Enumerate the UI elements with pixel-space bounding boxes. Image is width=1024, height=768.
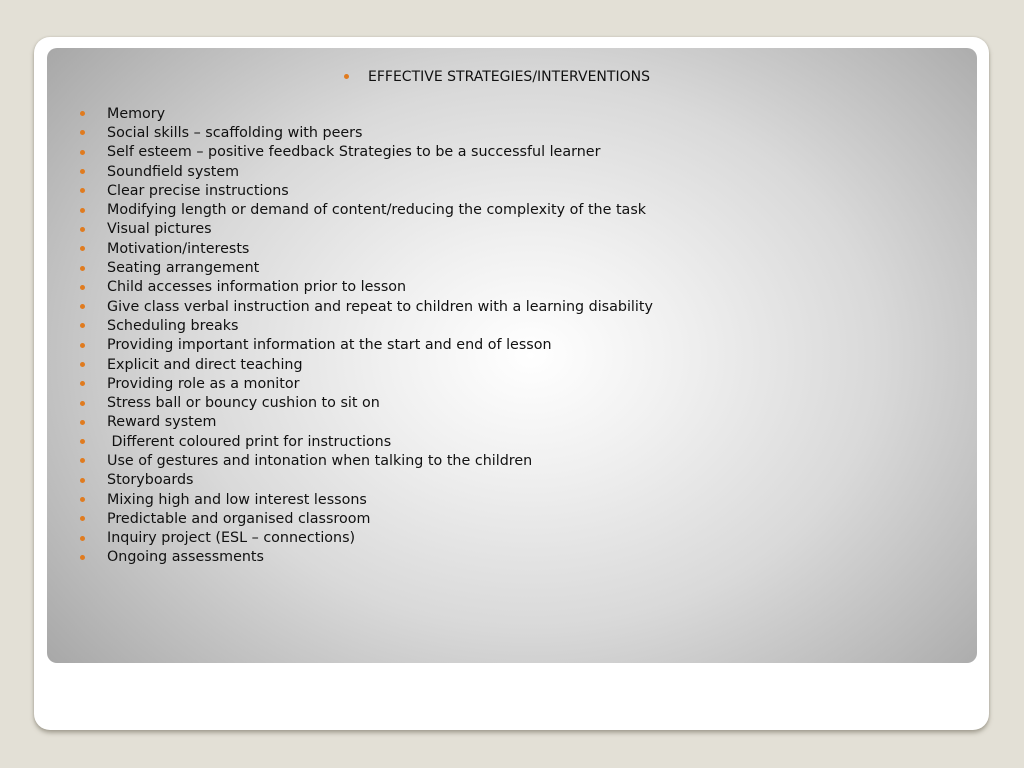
list-item-text: Scheduling breaks	[107, 317, 239, 334]
bullet-icon	[80, 323, 85, 328]
list-item	[80, 258, 653, 277]
list-item	[80, 181, 653, 200]
bullet-icon	[80, 439, 85, 444]
bullet-icon	[80, 555, 85, 560]
list-item-text: Motivation/interests	[107, 240, 250, 257]
list-item-text: Predictable and organised classroom	[107, 510, 371, 527]
list-item-text: Different coloured print for instructions	[107, 433, 392, 450]
list-item	[80, 336, 653, 355]
bullet-icon	[80, 458, 85, 463]
list-item-text: Stress ball or bouncy cushion to sit on	[107, 395, 380, 412]
list-item-text: Visual pictures	[107, 221, 212, 238]
list-item-text: Clear precise instructions	[107, 182, 289, 199]
list-item-text: Inquiry project (ESL – connections)	[107, 530, 356, 547]
list-item	[80, 220, 653, 239]
heading-bullet-icon	[344, 74, 349, 79]
list-item-text: Seating arrangement	[107, 260, 260, 277]
bullet-icon	[80, 266, 85, 271]
bullet-icon	[80, 516, 85, 521]
list-item-text: Mixing high and low interest lessons	[107, 491, 367, 508]
bullet-icon	[80, 304, 85, 309]
list-item	[80, 374, 653, 393]
list-item-text: Child accesses information prior to lesson	[107, 279, 407, 296]
bullet-icon	[80, 208, 85, 213]
list-item-text: Providing important information at the start and end of lesson	[107, 337, 552, 354]
list-item	[80, 393, 653, 412]
bullet-icon	[80, 111, 85, 116]
bullet-icon	[80, 285, 85, 290]
list-item	[80, 200, 653, 219]
list-item-text: Give class verbal instruction and repeat to children with a learning disability	[107, 298, 653, 315]
list-item	[80, 509, 653, 528]
list-item-text: Use of gestures and intonation when talking to the children	[107, 452, 533, 469]
list-item	[80, 123, 653, 142]
list-item-text: Memory	[107, 105, 166, 122]
list-item	[80, 104, 653, 123]
bullet-icon	[80, 188, 85, 193]
bullet-icon	[80, 536, 85, 541]
list-item	[80, 413, 653, 432]
bullet-icon	[80, 362, 85, 367]
list-item	[80, 316, 653, 335]
bullet-icon	[80, 381, 85, 386]
bullet-icon	[80, 343, 85, 348]
list-item-text: Social skills – scaffolding with peers	[107, 124, 363, 141]
bullet-icon	[80, 130, 85, 135]
list-item-text: Explicit and direct teaching	[107, 356, 303, 373]
list-item	[80, 297, 653, 316]
list-item	[80, 529, 653, 548]
bullet-icon	[80, 169, 85, 174]
bullet-icon	[80, 420, 85, 425]
bullet-icon	[80, 150, 85, 155]
list-item-text: Soundfield system	[107, 163, 240, 180]
list-item	[80, 355, 653, 374]
strategy-list	[80, 104, 653, 567]
list-item-text: Storyboards	[107, 472, 194, 489]
bullet-icon	[80, 497, 85, 502]
bullet-icon	[80, 401, 85, 406]
list-item	[80, 239, 653, 258]
list-item-text: Providing role as a monitor	[107, 375, 300, 392]
list-item-text: Reward system	[107, 414, 217, 431]
bullet-icon	[80, 246, 85, 251]
list-item	[80, 451, 653, 470]
list-item	[80, 162, 653, 181]
list-item-text: Modifying length or demand of content/reducing the complexity of the task	[107, 202, 647, 219]
list-item	[80, 278, 653, 297]
list-item-text: Ongoing assessments	[107, 549, 264, 566]
bullet-icon	[80, 227, 85, 232]
list-item	[80, 490, 653, 509]
list-item	[80, 471, 653, 490]
list-item	[80, 432, 653, 451]
bullet-icon	[80, 478, 85, 483]
list-item-text: Self esteem – positive feedback Strategies to be a successful learner	[107, 144, 601, 161]
list-item	[80, 548, 653, 567]
list-item	[80, 143, 653, 162]
slide-heading-row	[344, 67, 650, 86]
slide-heading: EFFECTIVE STRATEGIES/INTERVENTIONS	[368, 68, 650, 85]
